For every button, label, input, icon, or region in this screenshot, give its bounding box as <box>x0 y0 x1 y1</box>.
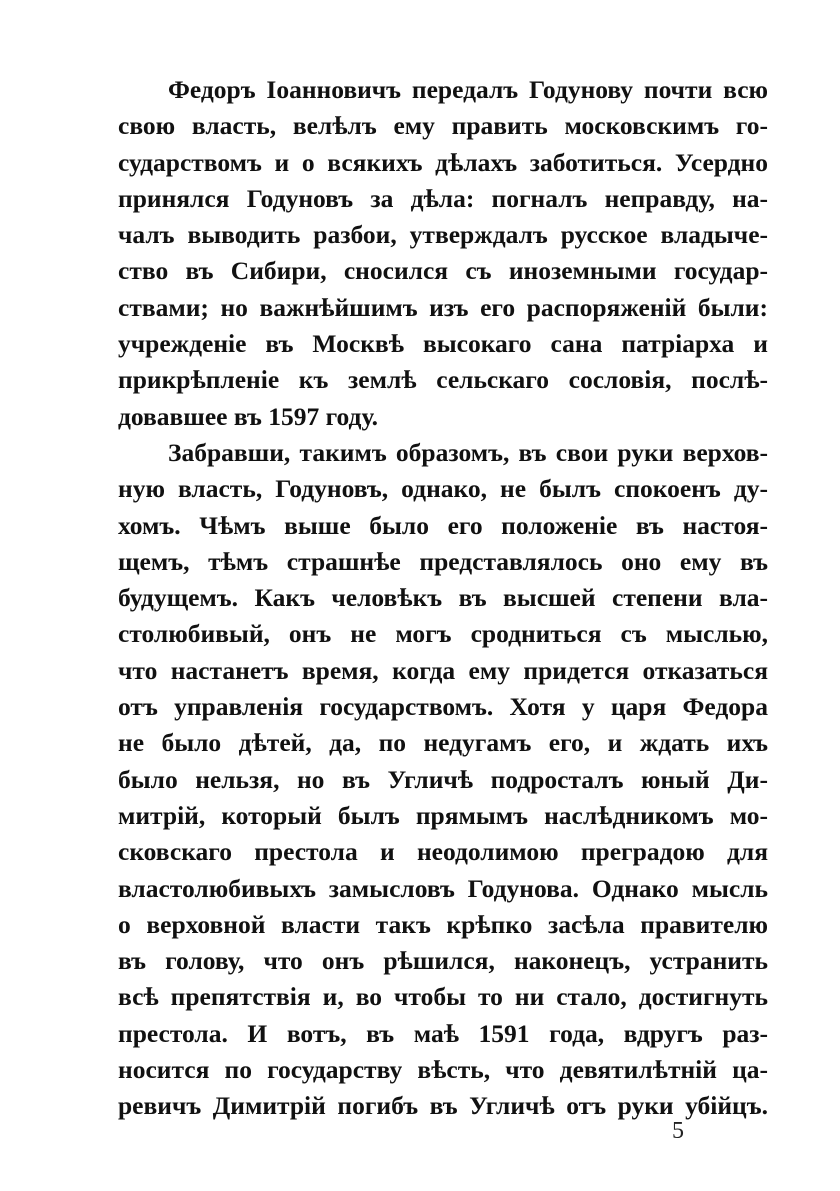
text-line: столюбивый, онъ не могъ сродниться съ мыслью, <box>118 619 768 649</box>
text-line: Забравши, такимъ образомъ, въ свои руки верхов- <box>168 437 768 467</box>
text-line: свою власть, велѣлъ ему править московскимъ го- <box>118 111 768 141</box>
text-line: отъ управленія государствомъ. Хотя у царя Федора <box>118 692 768 722</box>
text-line: щемъ, тѣмъ страшнѣе представлялось оно ему въ <box>118 546 768 576</box>
text-line: ревичъ Димитрій погибъ въ Угличѣ отъ руки убійцъ. <box>118 1091 768 1121</box>
text-line: чалъ выводить разбои, утверждалъ русское владыче- <box>118 220 768 250</box>
text-line: престола. И вотъ, въ маѣ 1591 года, вдругъ раз- <box>118 1018 768 1048</box>
paragraph-2 <box>118 435 768 1125</box>
text-line: учрежденіе въ Москвѣ высокаго сана патріарха и <box>118 329 768 359</box>
text-line: хомъ. Чѣмъ выше было его положеніе въ настоя- <box>118 510 768 540</box>
text-line: Федоръ Іоанновичъ передалъ Годунову почти всю <box>168 75 768 104</box>
text-line: ствами; но важнѣйшимъ изъ его распоряженій были: <box>118 292 768 322</box>
text-line: принялся Годуновъ за дѣла: погналъ неправду, на- <box>118 183 768 213</box>
text-line: довавшее въ 1597 году. <box>118 401 379 431</box>
text-line: митрій, который былъ прямымъ наслѣдникомъ мо- <box>118 800 768 830</box>
paragraph-1 <box>118 72 768 435</box>
text-line: всѣ препятствія и, во чтобы то ни стало, достигнуть <box>118 982 768 1012</box>
text-line: носится по государству вѣсть, что девятилѣтній ца- <box>118 1055 768 1085</box>
text-line: въ голову, что онъ рѣшился, наконецъ, устранить <box>118 946 768 976</box>
text-line: ство въ Сибири, сносился съ иноземными государ- <box>118 256 768 286</box>
text-line: властолюбивыхъ замысловъ Годунова. Однако мысль <box>118 873 768 903</box>
body-text <box>118 72 768 1125</box>
text-line: было нельзя, но въ Угличѣ подросталъ юный Ди- <box>118 764 768 794</box>
page-number: 5 <box>672 1118 684 1144</box>
text-line: ную власть, Годуновъ, однако, не былъ спокоенъ ду- <box>118 474 768 504</box>
text-line: прикрѣпленіе къ землѣ сельскаго сословія, послѣ- <box>118 365 768 395</box>
text-line: не было дѣтей, да, по недугамъ его, и ждать ихъ <box>118 728 768 758</box>
text-line: о верховной власти такъ крѣпко засѣла правителю <box>118 909 768 939</box>
text-line: сковскаго престола и неодолимою преградою для <box>118 837 768 867</box>
text-line: будущемъ. Какъ человѣкъ въ высшей степени вла- <box>118 583 768 613</box>
text-line: что настанетъ время, когда ему придется отказаться <box>118 655 768 685</box>
text-line: сударствомъ и о всякихъ дѣлахъ заботиться. Усердно <box>118 147 768 177</box>
